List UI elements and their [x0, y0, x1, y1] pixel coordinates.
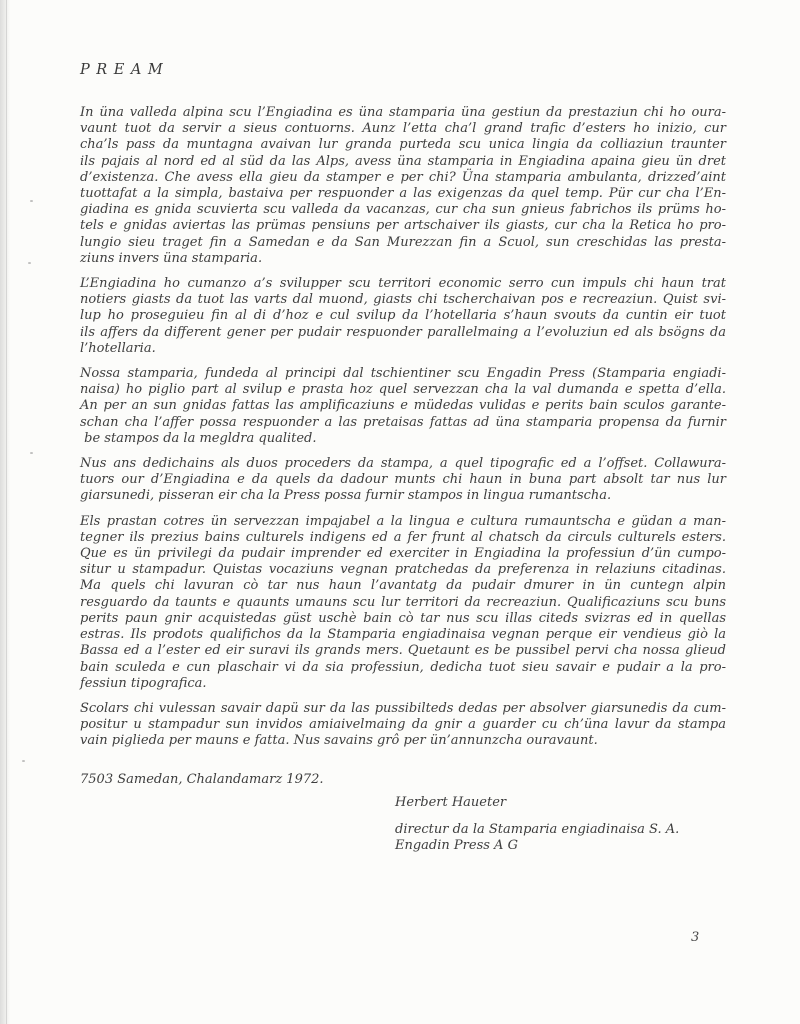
text-line: fessiun tipografica.: [80, 675, 207, 691]
signature-title-line2: Engadin Press A G: [395, 838, 518, 854]
text-line: ziuns invers üna stamparia.: [80, 250, 263, 266]
text-line: notiers giasts da tuot las varts dal muond, giasts chi tscherchaivan pos e recreaziun. Quist svi-: [80, 292, 726, 308]
text-line: bain sculeda e cun plaschair vi da sia professiun, dedicha tuot sieu savair e pudair a la pro-: [80, 659, 726, 675]
scan-speckle: [30, 200, 33, 202]
text-line: lup ho proseguieu fin al di d’hoz e cul svilup da l’hotellaria s’haun svouts da cuntin eir tuot: [80, 308, 726, 324]
text-line: ils pajais al nord ed al süd da las Alps, avess üna stamparia in Engiadina apaina gieu ün dret: [80, 153, 726, 169]
document-body: [80, 62, 726, 854]
text-line: tegner ils prezius bains culturels indigens ed a fer frunt al chatsch da circuls culturels esters.: [80, 529, 726, 545]
text-line: resguardo da taunts e quaunts umauns scu lur territori da recreaziun. Qualificaziuns scu buns: [80, 594, 726, 610]
text-line: Bassa ed a l’ester ed eir suravi ils grands mers. Quetaunt es be pussibel pervi cha nossa glieud: [80, 643, 726, 659]
text-line: d’existenza. Che avess ella gieu da stamper e per chi? Üna stamparia ambulanta, drizzed’aint: [80, 169, 726, 185]
scan-speckle: [30, 452, 33, 454]
page-title: PREAM: [80, 62, 170, 78]
text-line: schan cha l’affer possa respuonder a las pretaisas fattas ad üna stamparia propensa da furnir: [80, 414, 726, 430]
text-line: ils affers da different gener per pudair respuonder parallelmaing a l’evoluziun ed als bsögns da: [80, 324, 726, 340]
paragraph: [80, 514, 726, 692]
text-line: naisa) ho piglio part al svilup e prasta hoz quel servezzan cha la val dumanda e spetta d’ella.: [80, 382, 726, 398]
text-line: vain piglieda per mauns e fatta. Nus savains grô per ün’annunzcha ouravaunt.: [80, 733, 598, 749]
page-number: 3: [691, 930, 700, 945]
text-line: giarsunedi, pisseran eir cha la Press possa furnir stampos in lingua rumantscha.: [80, 488, 612, 504]
text-line: positur u stampadur sun invidos amiaivelmaing da gnir a guarder cu ch’üna lavur da stampa: [80, 717, 726, 733]
paragraph: [80, 105, 726, 267]
signature-name: Herbert Haueter: [395, 794, 507, 810]
paragraph: [80, 456, 726, 505]
text-line: tuottafat a la simpla, bastaiva per respuonder a las exigenzas da quel temp. Pür cur cha l’En-: [80, 186, 726, 202]
text-line: Ma quels chi lavuran cò tar nus haun l’avantatg da pudair dmurer in ün cuntegn alpin: [80, 578, 726, 594]
text-line: lungio sieu traget fin a Samedan e da San Murezzan fin a Scuol, sun creschidas las presta-: [80, 234, 726, 250]
signature-title: [80, 822, 726, 854]
dateline: 7503 Samedan, Chalandamarz 1972.: [80, 771, 324, 787]
text-line: tuors our d’Engiadina e da quels da dadour munts chi haun in buna part absolt tar nus lur: [80, 472, 726, 488]
text-line: Els prastan cotres ün servezzan impajabel a la lingua e cultura rumauntscha e güdan a man-: [80, 513, 726, 529]
text-line: tels e gnidas aviertas las prümas pensiuns per artschaiver ils giasts, cur cha la Retica ho pro-: [80, 218, 726, 234]
body-paragraphs: [80, 105, 726, 750]
text-line: Nus ans dedichains als duos proceders da stampa, a quel tipografic ed a l’offset. Collawura-: [80, 456, 726, 472]
text-line: cha’ls pass da muntagna avaivan lur granda purteda scu unica lingia da colliaziun traunter: [80, 137, 726, 153]
text-line: estras. Ils prodots qualifichos da la Stamparia engiadinaisa vegnan perque eir vendieus giò la: [80, 627, 726, 643]
text-line: In üna valleda alpina scu l’Engiadina es üna stamparia üna gestiun da prestaziun chi ho oura-: [80, 105, 726, 120]
text-line: l’hotellaria.: [80, 340, 156, 356]
text-line: be stampos da la megldra qualited.: [80, 430, 317, 446]
text-line: Que es ün privilegi da pudair imprender ed exerciter in Engiadina la professiun d’ün cumpo-: [80, 546, 726, 562]
scan-speckle: [22, 760, 25, 762]
text-line: perits paun gnir acquistedas güst uschè bain cò tar nus scu illas citeds svizras ed in quellas: [80, 610, 726, 626]
text-line: Scolars chi vulessan savair dapü sur da las pussibilteds dedas per absolver giarsunedis da cum-: [80, 700, 726, 716]
text-line: Nossa stamparia, fundeda al principi dal tschientiner scu Engadin Press (Stamparia engiadi-: [80, 366, 726, 382]
paragraph: [80, 276, 726, 357]
paragraph: [80, 366, 726, 447]
text-line: situr u stampadur. Quistas vocaziuns vegnan pratchedas da preferenza in relaziuns citadinas.: [80, 562, 726, 578]
signature-title-line1: directur da la Stamparia engiadinaisa S. A.: [395, 821, 680, 837]
text-line: An per an sun gnidas fattas las amplificaziuns e müdedas vulidas e perits bain sculos garante-: [80, 398, 726, 414]
scan-speckle: [28, 262, 31, 264]
scan-left-edge-shadow: [0, 0, 10, 1024]
scan-left-edge-line: [6, 0, 7, 1024]
text-line: vaunt tuot da servir a sieus contuorns. Aunz l’etta cha’l grand trafic d’esters ho inizio, cur: [80, 121, 726, 137]
paragraph: [80, 701, 726, 750]
text-line: giadina es gnida scuvierta scu valleda da vacanzas, cur cha sun gnieus fabrichos ils prüms ho-: [80, 202, 726, 218]
text-line: L’Engiadina ho cumanzo a’s svilupper scu territori economic serro cun impuls chi haun trat: [80, 276, 726, 292]
